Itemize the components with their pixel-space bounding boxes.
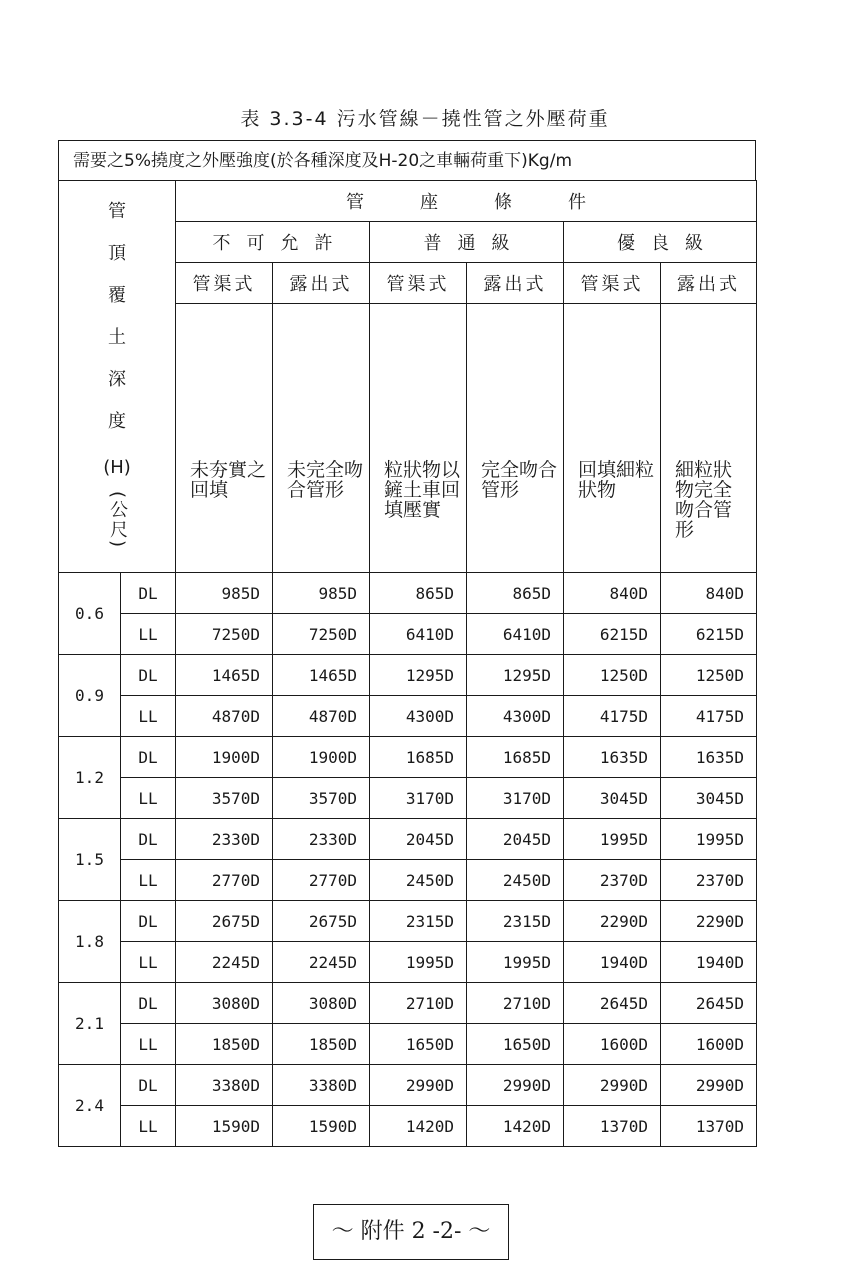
load-value: 1590D [176,1106,273,1147]
load-value: 3170D [467,778,564,819]
table-row [59,983,757,1024]
load-value: 840D [564,573,661,614]
load-value: 1940D [564,942,661,983]
dl-label: DL [121,1065,176,1106]
load-value: 1995D [370,942,467,983]
depth-header-char: 度 [108,411,126,432]
ll-label: LL [121,778,176,819]
load-value: 6410D [370,614,467,655]
load-value: 2990D [467,1065,564,1106]
subheader-cell: 管渠式 [370,263,467,304]
table-row [59,1024,757,1065]
subheader-cell: 露出式 [467,263,564,304]
table-row [59,901,757,942]
depth-unit-h: (H) [103,457,131,478]
depth-value: 2.1 [59,983,121,1065]
load-value: 3170D [370,778,467,819]
depth-value: 1.5 [59,819,121,901]
load-value: 2290D [564,901,661,942]
load-value: 2645D [564,983,661,1024]
load-value: 865D [467,573,564,614]
load-value: 1250D [661,655,757,696]
load-value: 1590D [273,1106,370,1147]
load-value: 1465D [273,655,370,696]
table-row [59,737,757,778]
load-value: 2450D [467,860,564,901]
load-value: 2710D [370,983,467,1024]
depth-value: 2.4 [59,1065,121,1147]
table-row [59,1065,757,1106]
load-value: 4870D [176,696,273,737]
load-value: 1995D [467,942,564,983]
depth-value: 0.6 [59,573,121,655]
depth-value: 0.9 [59,655,121,737]
load-value: 1600D [564,1024,661,1065]
table-row [59,860,757,901]
load-value: 7250D [176,614,273,655]
load-value: 2315D [467,901,564,942]
load-value: 1685D [370,737,467,778]
dl-label: DL [121,983,176,1024]
subheader-cell: 管渠式 [564,263,661,304]
ll-label: LL [121,942,176,983]
depth-header-char: 覆 [108,285,126,306]
load-value: 1295D [467,655,564,696]
subheader-cell: 露出式 [273,263,370,304]
load-value: 2450D [370,860,467,901]
load-value: 1900D [273,737,370,778]
dl-label: DL [121,819,176,860]
page-footer: ～ 附件 2 -2- ～ [313,1204,509,1260]
load-value: 1600D [661,1024,757,1065]
depth-header-char: 深 [108,369,126,390]
load-value: 4175D [564,696,661,737]
load-value: 2370D [661,860,757,901]
table-row [59,696,757,737]
load-value: 4175D [661,696,757,737]
load-value: 1900D [176,737,273,778]
description-text: 細粒狀物完全吻合管形 [675,459,733,541]
table-header-row: 需要之5%撓度之外壓強度(於各種深度及H-20之車輛荷重下)Kg/m [58,140,756,180]
load-value: 3045D [564,778,661,819]
load-value: 840D [661,573,757,614]
load-value: 2245D [273,942,370,983]
load-value: 6410D [467,614,564,655]
load-value: 3080D [176,983,273,1024]
load-value: 2770D [273,860,370,901]
load-value: 1940D [661,942,757,983]
load-value: 3380D [273,1065,370,1106]
description-text: 回填細粒狀物 [578,459,655,501]
ll-label: LL [121,614,176,655]
load-value: 1995D [661,819,757,860]
load-value: 1635D [564,737,661,778]
subheader-cell: 管渠式 [176,263,273,304]
load-value: 2370D [564,860,661,901]
table-row [59,942,757,983]
condition-header: 管座條件 [176,181,757,222]
table-row [59,655,757,696]
depth-value: 1.8 [59,901,121,983]
description-cell [176,304,273,573]
ll-label: LL [121,1106,176,1147]
dl-label: DL [121,737,176,778]
table-row [59,1106,757,1147]
load-value: 4300D [467,696,564,737]
load-value: 1465D [176,655,273,696]
load-value: 2330D [273,819,370,860]
table-row [59,819,757,860]
load-value: 1370D [661,1106,757,1147]
load-value: 2330D [176,819,273,860]
load-value: 1420D [370,1106,467,1147]
load-value: 2710D [467,983,564,1024]
load-value: 1295D [370,655,467,696]
load-value: 1850D [273,1024,370,1065]
load-value: 1850D [176,1024,273,1065]
load-value: 2645D [661,983,757,1024]
load-value: 6215D [564,614,661,655]
load-value: 4870D [273,696,370,737]
load-value: 985D [273,573,370,614]
depth-unit-m: (公尺) [107,491,128,550]
load-value: 3570D [176,778,273,819]
load-value: 985D [176,573,273,614]
load-value: 2290D [661,901,757,942]
load-value: 2315D [370,901,467,942]
depth-header-char: 頂 [108,243,126,264]
load-value: 2990D [370,1065,467,1106]
table-row [59,778,757,819]
ll-label: LL [121,860,176,901]
group-header-normal: 普通級 [370,222,564,263]
dl-label: DL [121,655,176,696]
load-value: 4300D [370,696,467,737]
load-value: 1995D [564,819,661,860]
load-value: 1635D [661,737,757,778]
subheader-cell: 露出式 [661,263,757,304]
description-cell [273,304,370,573]
ll-label: LL [121,696,176,737]
description-cell [661,304,757,573]
load-value: 1650D [370,1024,467,1065]
load-value: 2245D [176,942,273,983]
load-value: 1370D [564,1106,661,1147]
dl-label: DL [121,573,176,614]
load-value: 3045D [661,778,757,819]
dl-label: DL [121,901,176,942]
group-header-good: 優良級 [564,222,757,263]
load-value: 2045D [467,819,564,860]
depth-header-char: 管 [108,201,126,222]
description-text: 完全吻合管形 [481,459,558,501]
description-cell [564,304,661,573]
description-cell [467,304,564,573]
table-row [59,573,757,614]
load-value: 6215D [661,614,757,655]
description-text: 粒狀物以鏟土車回填壓實 [384,459,461,521]
description-text: 未完全吻合管形 [287,459,364,501]
load-table [58,180,757,1147]
ll-label: LL [121,1024,176,1065]
load-value: 2675D [273,901,370,942]
load-value: 1420D [467,1106,564,1147]
load-value: 2045D [370,819,467,860]
load-value: 2990D [661,1065,757,1106]
load-value: 1650D [467,1024,564,1065]
table-row [59,614,757,655]
load-value: 3570D [273,778,370,819]
group-header-not-allowed: 不可允許 [176,222,370,263]
load-value: 7250D [273,614,370,655]
load-value: 1685D [467,737,564,778]
load-value: 1250D [564,655,661,696]
load-value: 2990D [564,1065,661,1106]
table-caption: 表 3.3-4 污水管線－撓性管之外壓荷重 [240,108,610,130]
description-cell [370,304,467,573]
depth-value: 1.2 [59,737,121,819]
load-value: 865D [370,573,467,614]
load-value: 2770D [176,860,273,901]
load-value: 3080D [273,983,370,1024]
description-text: 未夯實之回填 [190,459,267,501]
load-value: 3380D [176,1065,273,1106]
depth-header-cell [59,181,176,573]
depth-header-char: 土 [108,327,126,348]
load-value: 2675D [176,901,273,942]
